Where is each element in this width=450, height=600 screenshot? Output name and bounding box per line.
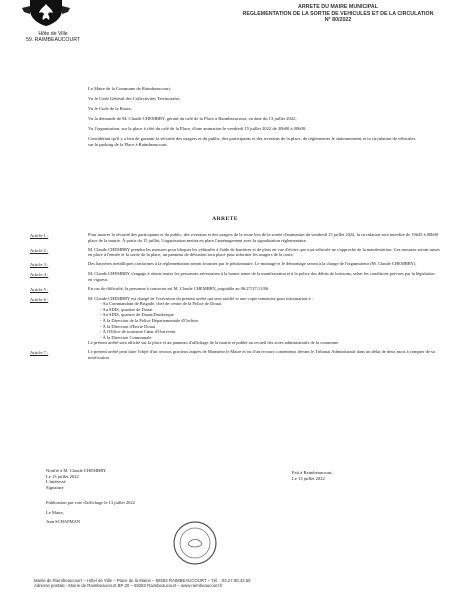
document-title-line: ARRETE DU MAIRE MUNICIPAL [298, 4, 378, 10]
notification-line: L'intéressé [46, 479, 66, 485]
article-text: Le présent arrêté peut faire l'objet d'un recours gracieux auprès de Monsieur le Maire et/ou d'un recours contentieux devant le Tribunal Administratif dans un délai de deux mois à compter de sa notification. [88, 349, 435, 361]
notification-block [46, 468, 216, 490]
preamble-line: Vu l'organisation, sur la place à côté du café de la Place, d'une animation le vendredi 15 juillet 2022 de 20h00 à 00h00, [88, 125, 307, 131]
mayor-title: Le Maire, [46, 509, 64, 515]
recipient-item: - À la Direction d'Envie Douai [100, 323, 156, 329]
signed-at-block [292, 470, 432, 481]
preamble [88, 86, 418, 152]
notification-line: Notifié à M. Claude CHEMBRY [46, 468, 107, 473]
article-label: Article 7 : [30, 350, 49, 356]
article-text: Des barrières métalliques conformes à la réglementation seront fournies par le pétitionnaire. Le montage et le démontage seront à la charge de l'organisateur (M. Claude CHEMBRY). [88, 261, 417, 267]
logo-caption-line: Hôte de Ville [38, 31, 68, 37]
article-label: Article 6 : [30, 296, 49, 302]
notification-date: Le 13 juillet 2022 [46, 473, 79, 479]
article-text: En cas de difficulté, la personne à contacter est M. Claude CHEMBRY, joignable au 06/27/27/11/86. [88, 285, 270, 291]
article [30, 247, 440, 258]
article-text: M. Claude CHEMBRY est chargé de l'exécution du présent arrêté qui sera notifié et une copie transmise pour information à : [88, 295, 313, 301]
article [30, 271, 440, 282]
recipient-item: - À l'Office de tourisme Cœur d'Ostrevent [100, 329, 176, 335]
signed-at-place: Fait à Raimbeaucourt, [292, 470, 333, 475]
preamble-line: Vu le Code de la Route, [88, 105, 132, 111]
article-label: Article 3 : [30, 262, 49, 268]
preamble-line: Vu la demande de M. Claude CHEMBRY, gérant du café de la Place à Raimbeaucourt, en date du 13 juillet 2022, [88, 115, 297, 121]
mayor-name: Jean SCHAPMAN [46, 519, 81, 525]
footer-address: Mairie de Raimbeaucourt – Hôtel de Ville – Place de la Mairie – 59283 RAIMBEAUCOURT – Tél. : 03.27.80.42.50 [34, 578, 251, 583]
recipient-item: - À la Direction de la Police Départementale d'Orchies [100, 318, 199, 324]
article [30, 296, 440, 346]
preamble-line: Le Maire de la Commune de Raimbeaucourt, [88, 86, 172, 91]
logo-caption-line: 59. RAIMBEAUCOURT [25, 37, 81, 44]
article-text: Pour assurer la sécurité des participants et du public, des riverains et des usagers de la route lors de la soirée d'animation du vendredi 15 juillet 2022, la circulation sera interdite de 19h45 à 00h00 place de la mairie. À partir du 15 juillet, l'organisation mettra en place l'aménagement avec la signalisation réglementaire. [88, 232, 438, 243]
article-text: Le présent arrêté sera affiché sur la place et au panneau d'affichage de la mairie et publié au recueil des actes administratifs de la commune. [88, 340, 340, 346]
publication-line: Publication par voie d'affichage le 13 juillet 2022 [46, 500, 135, 505]
preamble-line: Considérant qu'il y a lieu de garantir la sécurité des usagers et du public, des participants et des riverains de la place, de réglementer le stationnement et la circulation de véhicules sur le parking de la Place à Raimbeaucourt. [88, 135, 416, 147]
footer-postal: Adresse postale : Mairie de Raimbeaucourt BP 20 – 59283 Raimbeaucourt – www.raimbeaucourt.fr [34, 583, 223, 589]
recipient-item: - Au Commandant de Brigade, chef de centre de la Police de Douai [100, 301, 222, 307]
article-text: M. Claude CHEMBRY prendra les mesures pour bloquer les véhicules à l'aide de barrières et de plots en vue d'éviter que tout véhicule ne s'approche de la manifestation. Ces mesures seront mises en place à l'entrée et la sortie de la place, un panneau de déviation sera placé pour informer les usagers de la route. [88, 246, 440, 258]
recipient-item: - Au SDIS, quartier de Douai [100, 306, 153, 312]
article [30, 349, 440, 360]
recipient-item: - Au SDIS, quartier de Douai/Dunkerque [100, 312, 174, 318]
recipient-item: - À la Direction Communale [100, 334, 152, 340]
article-label: Article 5 : [30, 286, 49, 292]
article-label: Article 4 : [30, 272, 49, 278]
article [30, 232, 440, 243]
coat-of-arms-logo [22, 0, 70, 26]
document-number: N° 80/2022 [324, 17, 352, 24]
page-footer [34, 578, 434, 589]
article [30, 261, 440, 268]
notification-line: Signature [46, 484, 64, 490]
article [30, 286, 440, 293]
article-text: M. Claude CHEMBRY s'engage à réunir toutes les personnes nécessaires à la bonne tenue de la manifestation et à la police des débits de boissons, selon les conditions prévues par la législation en vigueur. [88, 271, 435, 282]
article-label: Article 2 : [30, 247, 49, 253]
signed-at-date: Le 13 juillet 2022 [292, 475, 325, 481]
article-label: Article 1 : [30, 233, 49, 238]
official-stamp [172, 520, 218, 566]
articles-list [30, 232, 440, 364]
arrete-heading: ARRETE [212, 216, 238, 222]
preamble-line: Vu le Code Général des Collectivités Territoriales, [88, 95, 181, 101]
logo-caption [12, 31, 94, 43]
document-header [238, 4, 438, 24]
document-title-line: REGLEMENTATION DE LA SORTIE DE VEHICULES ET DE LA CIRCULATION [242, 10, 434, 17]
